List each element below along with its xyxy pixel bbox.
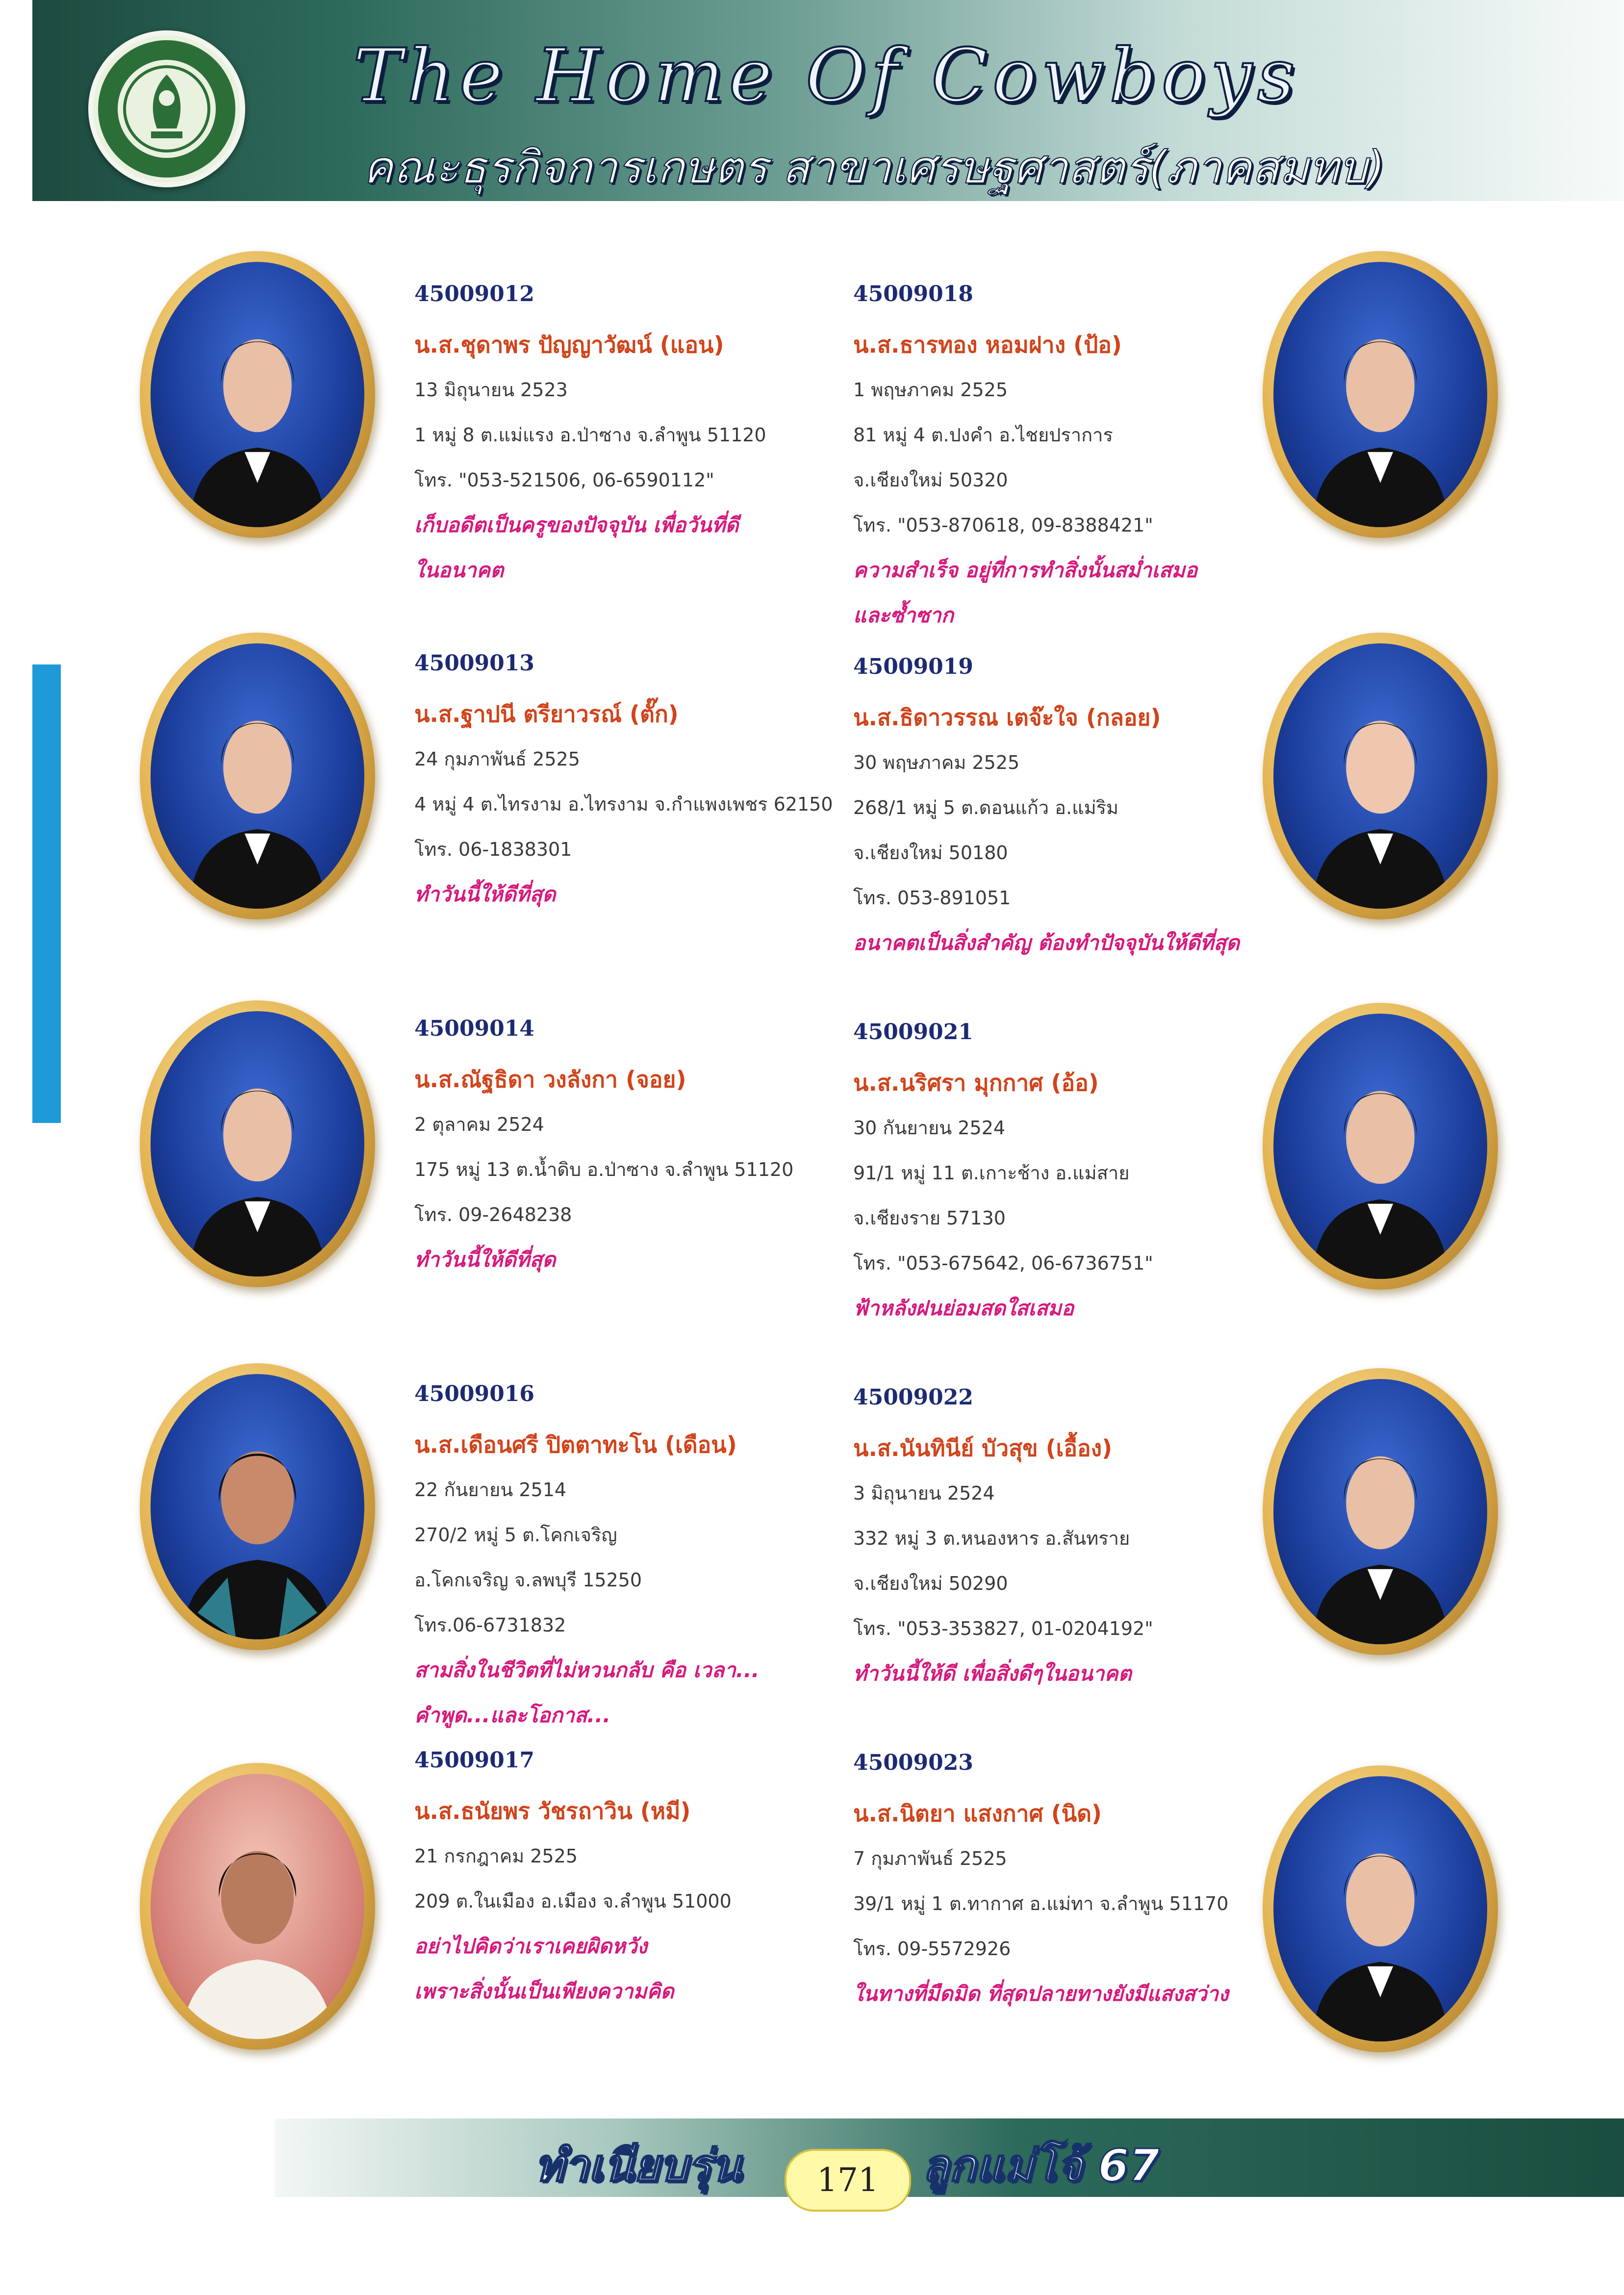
student-motto: คำพูด...และโอกาส...	[414, 1703, 611, 1727]
student-card	[853, 1015, 1275, 1331]
student-card	[853, 1380, 1275, 1696]
student-phone: โทร. "053-353827, 01-0204192"	[853, 1618, 1153, 1639]
page-number: 171	[785, 2149, 911, 2212]
student-birthdate: 13 มิถุนายน 2523	[414, 379, 568, 401]
student-photo	[1263, 633, 1498, 919]
student-photo	[140, 633, 375, 919]
student-motto: ความสำเร็จ อยู่ที่การทำสิ่งนั้นสม่ำเสมอ	[853, 558, 1198, 582]
student-phone: โทร. "053-521506, 06-6590112"	[414, 469, 714, 491]
student-motto: ทำวันนี้ให้ดี เพื่อสิ่งดีๆในอนาคต	[853, 1661, 1132, 1685]
student-birthdate: 2 ตุลาคม 2524	[414, 1114, 544, 1135]
student-name: น.ส.ฐาปนี ตรียาวรณ์ (ตั๊ก)	[414, 701, 679, 727]
student-birthdate: 21 กรกฎาคม 2525	[414, 1845, 578, 1867]
student-photo	[1263, 1003, 1498, 1290]
student-address: 39/1 หมู่ 1 ต.ทากาศ อ.แม่ทา จ.ลำพูน 51170	[853, 1893, 1229, 1914]
student-address: 270/2 หมู่ 5 ต.โคกเจริญ	[414, 1524, 617, 1546]
student-card	[853, 277, 1275, 638]
student-card	[414, 277, 836, 593]
student-name: น.ส.เดือนศรี ปิตตาทะโน (เดือน)	[414, 1431, 737, 1458]
student-motto: สามสิ่งในชีวิตที่ไม่หวนกลับ คือ เวลา...	[414, 1658, 760, 1682]
student-photo	[1263, 1368, 1498, 1655]
student-id: 45009013	[414, 651, 534, 676]
student-motto: อย่าไปคิดว่าเราเคยผิดหวัง	[414, 1934, 647, 1958]
student-motto: เพราะสิ่งนั้นเป็นเพียงความคิด	[414, 1979, 674, 2003]
student-photo	[140, 1763, 375, 2050]
footer-yearbook-label: ทำเนียบรุ่น	[534, 2140, 741, 2192]
student-phone: โทร. "053-870618, 09-8388421"	[853, 514, 1153, 536]
student-motto: อนาคตเป็นสิ่งสำคัญ ต้องทำปัจจุบันให้ดีที่สุด	[853, 931, 1240, 955]
student-name: น.ส.ธารทอง หอมฝาง (ป้อ)	[853, 332, 1122, 358]
student-motto: เก็บอดีตเป็นครูของปัจจุบัน เพื่อวันที่ดี	[414, 513, 739, 537]
student-motto: และซ้ำซาก	[853, 603, 954, 627]
student-birthdate: 7 กุมภาพันธ์ 2525	[853, 1848, 1007, 1869]
student-id: 45009021	[853, 1020, 973, 1045]
student-address: 4 หมู่ 4 ต.ไทรงาม อ.ไทรงาม จ.กำแพงเพชร 62150	[414, 793, 833, 815]
student-id: 45009012	[414, 281, 534, 306]
student-birthdate: 3 มิถุนายน 2524	[853, 1482, 995, 1504]
student-phone: โทร. 053-891051	[853, 887, 1011, 909]
student-name: น.ส.ธิดาวรรณ เตจ๊ะใจ (กลอย)	[853, 704, 1161, 731]
student-phone: โทร. 09-2648238	[414, 1204, 572, 1225]
student-address: จ.เชียงราย 57130	[853, 1207, 1006, 1229]
student-id: 45009016	[414, 1381, 534, 1406]
student-name: น.ส.นิตยา แสงกาศ (นิด)	[853, 1800, 1102, 1827]
student-name: น.ส.ชุดาพร ปัญญาวัฒน์ (แอน)	[414, 332, 724, 358]
student-motto: ในอนาคต	[414, 558, 504, 582]
student-card	[414, 1377, 836, 1738]
student-address: อ.โคกเจริญ จ.ลพบุรี 15250	[414, 1569, 642, 1591]
student-photo	[1263, 251, 1498, 538]
student-card	[853, 650, 1275, 966]
student-id: 45009018	[853, 281, 973, 306]
maejo-university-seal-icon	[88, 30, 245, 187]
student-name: น.ส.ธนัยพร วัชรถาวิน (หมี)	[414, 1798, 691, 1824]
student-id: 45009017	[414, 1748, 534, 1773]
student-card	[414, 646, 836, 917]
student-address: จ.เชียงใหม่ 50290	[853, 1573, 1008, 1594]
student-address: 81 หมู่ 4 ต.ปงคำ อ.ไชยปราการ	[853, 424, 1113, 446]
student-photo	[140, 1363, 375, 1650]
student-name: น.ส.ณัฐธิดา วงลังกา (จอย)	[414, 1066, 686, 1093]
student-address: 268/1 หมู่ 5 ต.ดอนแก้ว อ.แม่ริม	[853, 797, 1119, 818]
student-name: น.ส.นันทินีย์ บัวสุข (เอื้อง)	[853, 1435, 1113, 1461]
side-accent-bar	[32, 664, 61, 1123]
student-card	[414, 1743, 836, 2014]
student-motto: ทำวันนี้ให้ดีที่สุด	[414, 882, 556, 906]
student-phone: โทร. "053-675642, 06-6736751"	[853, 1252, 1153, 1274]
student-motto: ในทางที่มืดมิด ที่สุดปลายทางยังมีแสงสว่าง	[853, 1982, 1229, 2006]
footer-class-label: ลูกแม่โจ้ 67	[922, 2140, 1160, 2192]
student-photo	[1263, 1765, 1498, 2052]
student-motto: ทำวันนี้ให้ดีที่สุด	[414, 1248, 556, 1272]
page-subtitle: คณะธุรกิจการเกษตร สาขาเศรษฐศาสตร์(ภาคสมทบ)	[363, 141, 1385, 194]
student-address: 209 ต.ในเมือง อ.เมือง จ.ลำพูน 51000	[414, 1890, 732, 1912]
student-card	[853, 1746, 1275, 2016]
student-phone: โทร.06-6731832	[414, 1614, 566, 1636]
student-phone: โทร. 06-1838301	[414, 839, 572, 860]
student-address: 91/1 หมู่ 11 ต.เกาะช้าง อ.แม่สาย	[853, 1162, 1130, 1184]
student-id: 45009022	[853, 1385, 973, 1410]
student-birthdate: 24 กุมภาพันธ์ 2525	[414, 748, 580, 770]
page-title: The Home Of Cowboys	[353, 33, 1300, 119]
student-photo	[140, 251, 375, 538]
student-address: จ.เชียงใหม่ 50320	[853, 469, 1008, 491]
student-address: 175 หมู่ 13 ต.น้ำดิบ อ.ป่าซาง จ.ลำพูน 51120	[414, 1159, 794, 1180]
student-address: 332 หมู่ 3 ต.หนองหาร อ.สันทราย	[853, 1528, 1130, 1549]
student-id: 45009023	[853, 1750, 973, 1775]
student-photo	[140, 1000, 375, 1287]
student-phone: โทร. 09-5572926	[853, 1938, 1011, 1960]
student-birthdate: 30 กันยายน 2524	[853, 1117, 1006, 1139]
student-birthdate: 30 พฤษภาคม 2525	[853, 752, 1020, 773]
student-id: 45009019	[853, 654, 973, 679]
student-id: 45009014	[414, 1016, 534, 1041]
student-birthdate: 22 กันยายน 2514	[414, 1479, 567, 1501]
student-motto: ฟ้าหลังฝนย่อมสดใสเสมอ	[853, 1296, 1074, 1320]
student-address: จ.เชียงใหม่ 50180	[853, 842, 1008, 864]
student-name: น.ส.นริศรา มุกกาศ (อ้อ)	[853, 1070, 1099, 1096]
student-address: 1 หมู่ 8 ต.แม่แรง อ.ป่าซาง จ.ลำพูน 51120	[414, 424, 766, 446]
student-birthdate: 1 พฤษภาคม 2525	[853, 379, 1008, 401]
student-card	[414, 1012, 836, 1282]
